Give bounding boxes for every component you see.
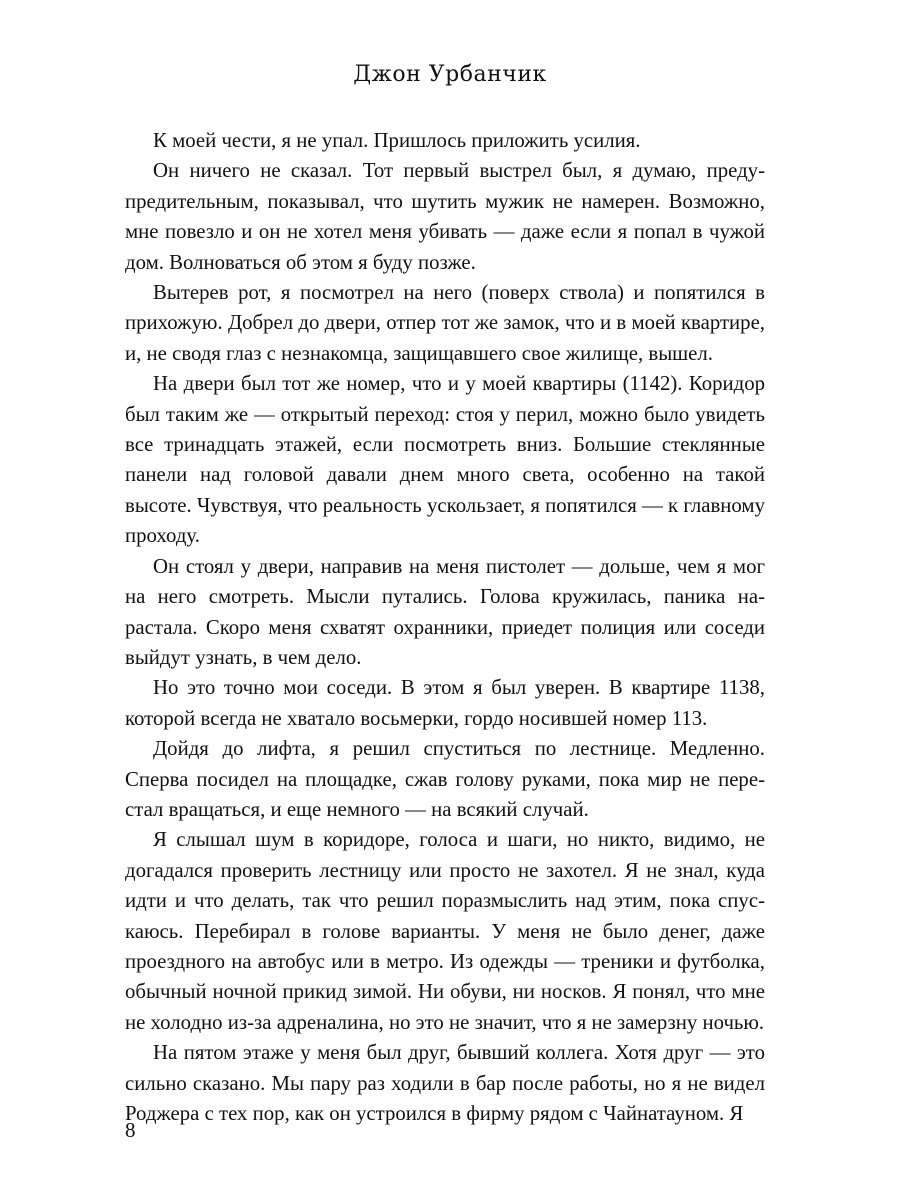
paragraph: Но это точно мои соседи. В этом я был уверен. В квартире 1138, которой всегда не хватало восьмерки, гордо носившей номер 113. xyxy=(125,676,765,730)
paragraph: Вытерев рот, я посмотрел на него (поверх ствола) и попятился в прихожую. Добрел до двери, отпер тот же замок, что и в моей квартире, и, не сводя глаз с незнакомца, защищавшего свое жилище, вышел. xyxy=(125,281,765,365)
paragraph: Я слышал шум в коридоре, голоса и шаги, но никто, видимо, не догадался проверить лестницу или просто не захотел. Я не знал, куда идти и что делать, так что решил поразмыслить над этим, пока спускаюсь. Перебирал в голове варианты. У меня не было денег, даже проездного на автобус или в метро. Из одежды — треники и футболка, обычный ночной прикид зимой. Ни обуви, ни носков. Я понял, что мне не холодно из-за адреналина, но это не значит, что я не замерзну ночью. xyxy=(125,828,765,1034)
page-number: 8 xyxy=(125,1118,136,1142)
paragraph: На пятом этаже у меня был друг, бывший коллега. Хотя друг — это сильно сказано. Мы пару раз ходили в бар после работы, но я не видел Роджера с тех пор, как он устроился в фирму рядом с Чайнатауном. Я xyxy=(125,1041,765,1125)
running-head: Джон Урбанчик xyxy=(353,62,547,87)
body-text xyxy=(125,126,765,1129)
paragraph: Он ничего не сказал. Тот первый выстрел был, я думаю, предупредительным, показывал, что шутить мужик не намерен. Возможно, мне повезло и он не хотел меня убивать — даже если я попал в чужой дом. Волноваться об этом я буду позже. xyxy=(125,159,765,274)
paragraph: На двери был тот же номер, что и у моей квартиры (1142). Коридор был таким же — открытый переход: стоя у перил, можно было увидеть все тринадцать этажей, если посмотреть вниз. Большие стеклянные панели над головой давали днем много света, особенно на такой высоте. Чувствуя, что реальность ускользает, я попятился — к главному проходу. xyxy=(125,372,765,548)
paragraph: Он стоял у двери, направив на меня пистолет — дольше, чем я мог на него смотреть. Мысли путались. Голова кружилась, паника нарастала. Скоро меня схватят охранники, приедет полиция или соседи выйдут узнать, в чем дело. xyxy=(125,554,765,669)
paragraph: Дойдя до лифта, я решил спуститься по лестнице. Медленно. Сперва посидел на площадке, сжав голову руками, пока мир не перестал вращаться, и еще немного — на всякий случай. xyxy=(125,737,765,821)
paragraph: К моей чести, я не упал. Пришлось приложить усилия. xyxy=(153,129,641,152)
